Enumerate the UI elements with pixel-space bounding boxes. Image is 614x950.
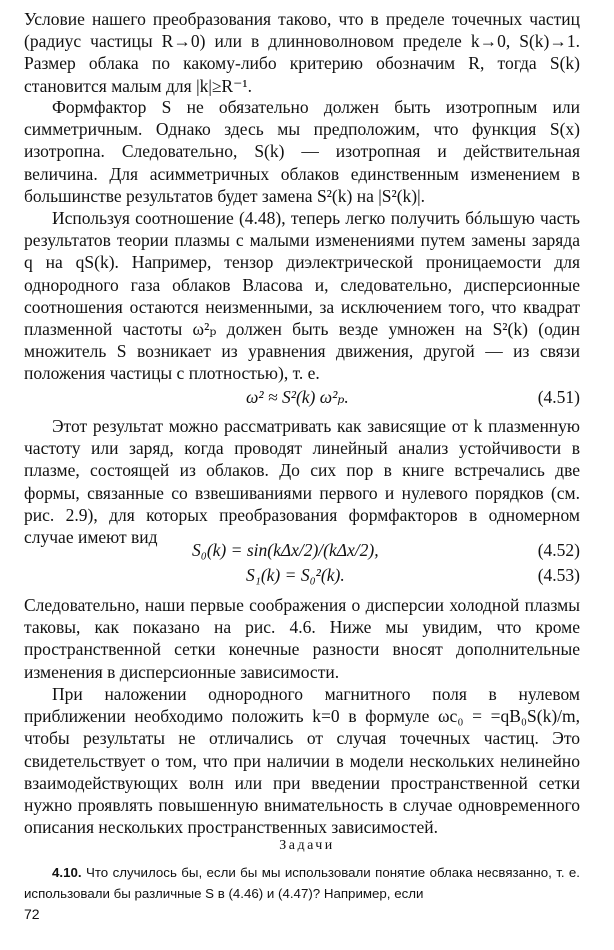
paragraph-text: Условие нашего преобразования таково, что в пределе точечных частиц (радиус частицы R→0) или в длинноволновом пределе k→0, S(k)→1. Размер облака по какому-либо критерию обозначим R, тогда S(k) становится малым для |k|≥R⁻¹. [24,9,580,96]
paragraph-text: Следовательно, наши первые соображения о дисперсии холодной плазмы таковы, как показано на рис. 4.6. Ниже мы увидим, что кроме пространственной сетки конечные разности вносят дополнительные изменения в дисперсионные зависимости. [24,595,580,682]
paragraph-2 [24,96,580,207]
page-number: 72 [24,906,40,922]
equation-4-51 [24,385,580,409]
problem-text: Что случилось бы, если бы мы использовали понятие облака несвязанно, т. е. использовали бы различные S в (4.46) и (4.47)? Например, если [24,865,580,901]
equation-number: (4.53) [537,565,580,585]
equation-formula: ω² ≈ S²(k) ω²ₚ. [246,387,349,407]
paragraph-4 [24,415,580,548]
equation-number: (4.52) [537,540,580,560]
paragraph-5 [24,594,580,683]
paragraph-1 [24,8,580,97]
section-heading: Задачи [279,838,335,853]
paragraph-text: Формфактор S не обязательно должен быть изотропным или симметричным. Однако здесь мы предположим, что функция S(x) изотропна. Следовательно, S(k) — изотропная и действительная величина. Для асимметричных облаков единственным изменением в большинстве результатов будет замена S²(k) на |S²(k)|. [24,97,580,206]
paragraph-3 [24,207,580,385]
equation-formula: S₁(k) = S₀²(k). [246,565,345,585]
paragraph-6 [24,683,580,838]
paragraph-text: При наложении однородного магнитного поля в нулевом приближении необходимо положить k=0 в формуле ωc₀ = =qB₀S(k)/m, чтобы результаты не отличались от случая точечных частиц. Это свидетельствует о том, что при наличии в модели нескольких нелинейно взаимодействующих волн или при введении пространственной сетки нужно проявлять повышенную внимательность в случае одновременного описания нескольких пространственных зависимостей. [24,684,580,838]
paragraph-text: Этот результат можно рассматривать как зависящие от k плазменную частоту или заряд, когда проводят линейный анализ устойчивости в плазме, состоящей из облаков. До сих пор в книге встречались две формы, связанные со взвешиваниями первого и нулевого порядков (см. рис. 2.9), для которых преобразования формфакторов в одномерном случае имеют вид [24,416,580,548]
problem-4-10 [24,862,580,904]
equation-4-52 [24,538,580,562]
equation-4-53 [24,563,580,587]
equation-number: (4.51) [537,387,580,407]
equation-formula: S₀(k) = sin(kΔx/2)/(kΔx/2), [192,540,379,560]
problem-number: 4.10. [52,865,82,880]
paragraph-text: Используя соотношение (4.48), теперь легко получить бóльшую часть результатов теории плазмы с малыми изменениями путем замены заряда q на qS(k). Например, тензор диэлектрической проницаемости для однородного газа облаков Власова и, следовательно, дисперсионные соотношения остаются неизменными, за исключением того, что квадрат плазменной частоты ω²ₚ должен быть везде умножен на S²(k) (один множитель S возникает из уравнения движения, другой — из связи положения частицы с плотностью), т. е. [24,208,580,384]
